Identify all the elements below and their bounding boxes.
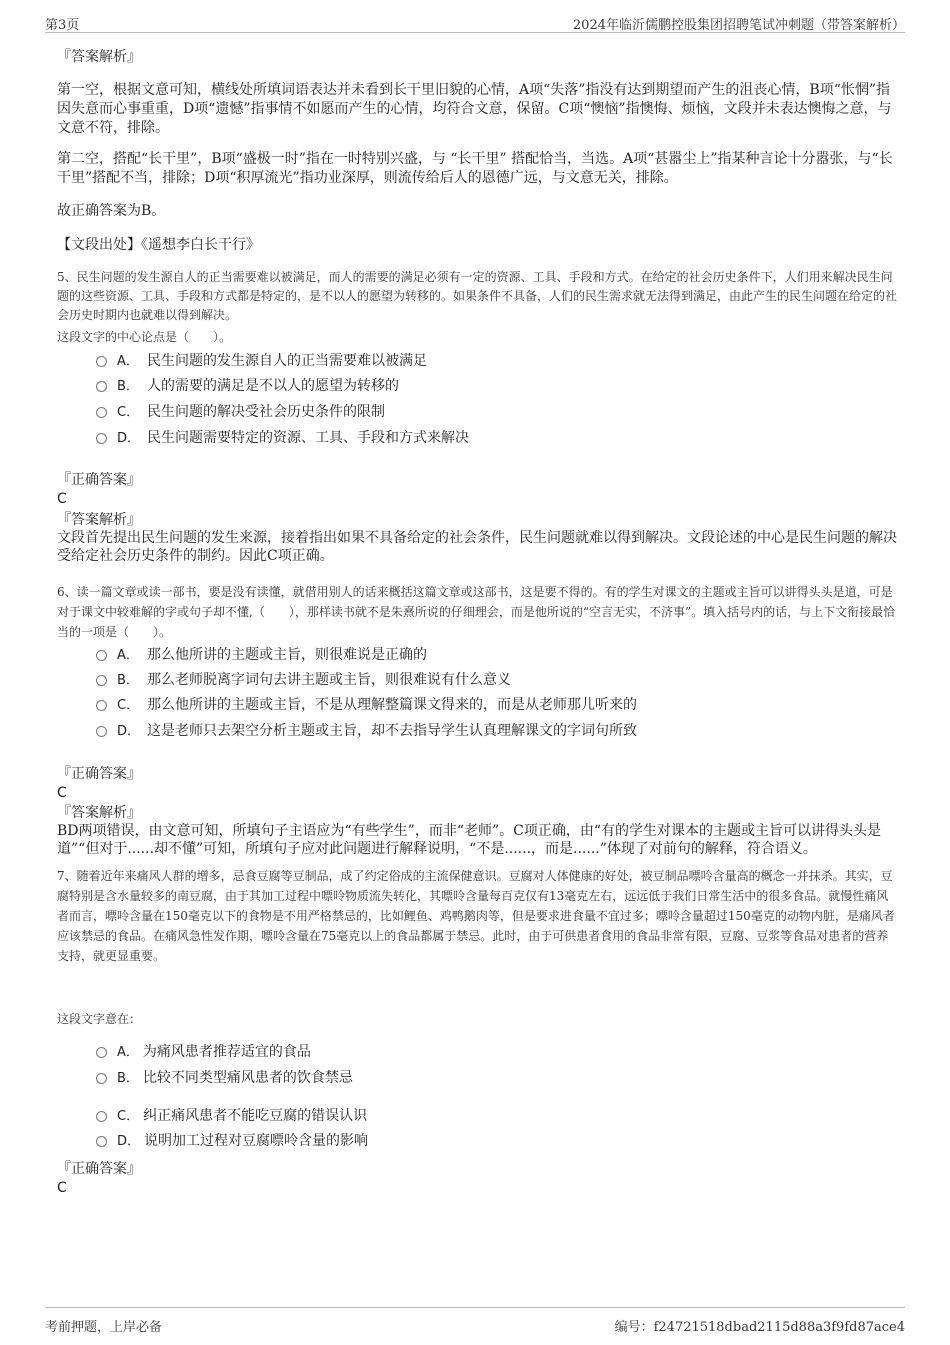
- radio-icon[interactable]: [96, 726, 107, 737]
- radio-icon[interactable]: [96, 381, 107, 392]
- q5-answer: C: [57, 491, 67, 507]
- radio-icon[interactable]: [96, 407, 107, 418]
- page-number: 第3页: [45, 18, 80, 33]
- q5-question: 这段文字的中心论点是（ ）。: [57, 330, 232, 344]
- radio-icon[interactable]: [96, 1047, 107, 1058]
- q7-answer: C: [57, 1180, 67, 1196]
- q7-option-c[interactable]: C． 纠正痛风患者不能吃豆腐的错误认识: [96, 1106, 876, 1127]
- q5-stem: 5、民生问题的发生源自人的正当需要难以被满足，而人的需要的满足必须有一定的资源、工具、手段和方式。在给定的社会历史条件下，人们用来解决民生问题的这些资源、工具、手段和方式都是特定的，是不以人的愿望为转移的。如果条件不具备，人们的民生需求就无法得到满足，由此产生的民生问题在给定的社会历史时期内也就难以得到解决。: [57, 270, 898, 322]
- q5-option-c[interactable]: C． 民生问题的解决受社会历史条件的限制: [96, 402, 876, 423]
- radio-icon[interactable]: [96, 1073, 107, 1084]
- q5-option-d[interactable]: D． 民生问题需要特定的资源、工具、手段和方式来解决: [96, 428, 876, 449]
- radio-icon[interactable]: [96, 1111, 107, 1122]
- q7-option-d[interactable]: D． 说明加工过程对豆腐嘌呤含量的影响: [96, 1131, 876, 1152]
- q7-answer-label: 『正确答案』: [57, 1161, 141, 1177]
- page-footer: [45, 1307, 905, 1338]
- q7-question: 这段文字意在：: [57, 1012, 142, 1026]
- q6-option-a[interactable]: A． 那么他所讲的主题或主旨，则很难说是正确的: [96, 645, 876, 666]
- analysis-label: 『答案解析』: [57, 49, 141, 65]
- analysis-paragraph-2: 第二空，搭配“长干里”，B项“盛极一时”指在一时特别兴盛，与 “长干里” 搭配恰当，当选。A项“甚嚣尘上”指某种言论十分嚣张，与“长干里”搭配不当，排除；D项“积厚流光”指功业深厚，则流传给后人的恩德广远，与文意无关，排除。: [57, 151, 893, 186]
- analysis-conclusion: 故正确答案为B。: [57, 203, 166, 219]
- q5-answer-label: 『正确答案』: [57, 472, 141, 488]
- q6-option-c[interactable]: C． 那么他所讲的主题或主旨，不是从理解整篇课文得来的，而是从老师那儿听来的: [96, 695, 876, 716]
- analysis-paragraph-1: 第一空，根据文意可知，横线处所填词语表达并未看到长干里旧貌的心情，A项“失落”指没有达到期望而产生的沮丧心情，B项“怅惘”指因失意而心事重重，D项“遗憾”指事情不如愿而产生的心情，均符合文意，保留。C项“懊恼”指懊悔、烦恼，文段并未表达懊悔之意，与文意不符，排除。: [57, 82, 892, 136]
- q5-analysis: 文段首先提出民生问题的发生来源，接着指出如果不具备给定的社会条件，民生问题就难以得到解决。文段论述的中心是民生问题的解决受给定社会历史条件的制约。因此C项正确。: [57, 530, 897, 564]
- radio-icon[interactable]: [96, 675, 107, 686]
- q6-option-b[interactable]: B． 那么老师脱离字词句去讲主题或主旨，则很难说有什么意义: [96, 670, 876, 691]
- document-title: 2024年临沂儒鹏控股集团招聘笔试冲刺题（带答案解析）: [572, 18, 905, 33]
- radio-icon[interactable]: [96, 356, 107, 367]
- q7-option-a[interactable]: A． 为痛风患者推荐适宜的食品: [96, 1042, 876, 1063]
- q6-analysis-label: 『答案解析』: [57, 805, 141, 821]
- q5-option-b[interactable]: B． 人的需要的满足是不以人的愿望为转移的: [96, 376, 876, 397]
- q7-stem: 7、随着近年来痛风人群的增多，忌食豆腐等豆制品，成了约定俗成的主流保健意识。豆腐对人体健康的好处，被豆制品嘌呤含量高的概念一并抹杀。其实，豆腐特别是含水量较多的南豆腐，由于其加工过程中嘌呤物质流失转化，其嘌呤含量每百克仅有13毫克左右，远远低于我们日常生活中的很多食品。就慢性痛风者而言，嘌呤含量在150毫克以下的食物是不用严格禁忌的，比如鲤鱼、鸡鸭鹅肉等，但是要求进食量不宜过多；嘌呤含量超过150毫克的动物内脏，是痛风者应该禁忌的食品。在痛风急性发作期，嘌呤含量在75毫克以上的食品都属于禁忌。此时，由于可供患者食用的食品非常有限，豆腐、豆浆等食品对患者的营养支持，就更显重要。: [57, 869, 895, 963]
- radio-icon[interactable]: [96, 433, 107, 444]
- q6-option-d[interactable]: D． 这是老师只去架空分析主题或主旨，却不去指导学生认真理解课文的字词句所致: [96, 721, 876, 742]
- document-id: 编号：f24721518dbad2115d88a3f9fd87ace4: [614, 1320, 905, 1335]
- footer-slogan: 考前押题，上岸必备: [45, 1320, 163, 1335]
- page-header: [45, 0, 905, 33]
- q6-stem: 6、读一篇文章或读一部书，要是没有读懂，就借用别人的话来概括这篇文章或这部书，这是要不得的。有的学生对课文的主题或主旨可以讲得头头是道，可是对于课文中较难解的字或句子却不懂,（ ），那样读书就不是朱熹所说的仔细理会，而是他所说的“空言无实，不济事”。填入括号内的话，与上下文衔接最恰当的一项是（ ）。: [57, 585, 896, 639]
- q5-option-a[interactable]: A． 民生问题的发生源自人的正当需要难以被满足: [96, 351, 876, 372]
- radio-icon[interactable]: [96, 700, 107, 711]
- source-citation: 【文段出处】《遥想李白长干行》: [57, 237, 260, 253]
- radio-icon[interactable]: [96, 650, 107, 661]
- q6-answer-label: 『正确答案』: [57, 766, 141, 782]
- q6-analysis: BD两项错误，由文意可知，所填句子主语应为“有些学生”，而非“老师”。C项正确，由“有的学生对课本的主题或主旨可以讲得头头是道”“但对于......却不懂”可知，所填句子应对此问题进行解释说明，“不是......，而是......”体现了对前句的解释，符合语义。: [57, 823, 882, 857]
- radio-icon[interactable]: [96, 1136, 107, 1147]
- q7-option-b[interactable]: B． 比较不同类型痛风患者的饮食禁忌: [96, 1068, 876, 1089]
- q5-analysis-label: 『答案解析』: [57, 512, 141, 528]
- q6-answer: C: [57, 785, 67, 801]
